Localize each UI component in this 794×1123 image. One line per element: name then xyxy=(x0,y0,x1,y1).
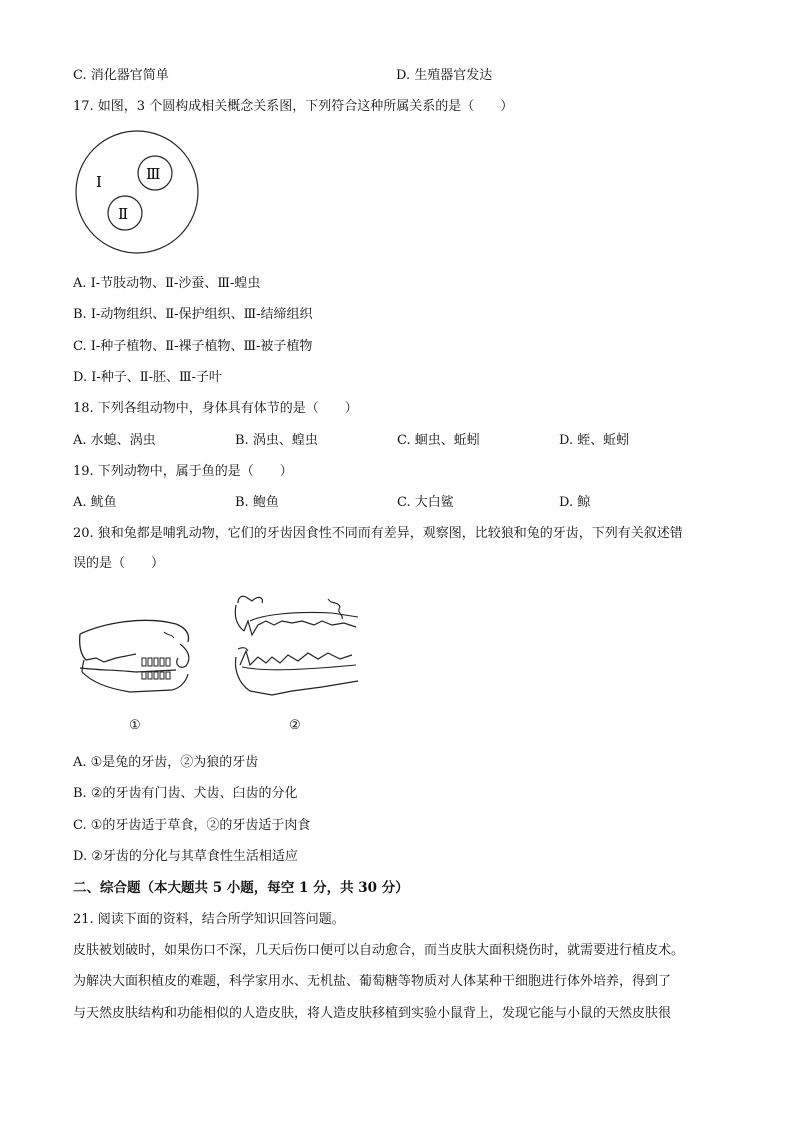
q20-option-d: D. ②牙齿的分化与其草食性生活相适应 xyxy=(73,849,298,864)
q20-option-a: A. ①是兔的牙齿，②为狼的牙齿 xyxy=(73,755,259,770)
q21-stem: 21. 阅读下面的资料，结合所学知识回答问题。 xyxy=(73,912,345,927)
q17-concept-circles-diagram xyxy=(74,129,200,255)
q20-stem-line1: 20. 狼和兔都是哺乳动物，它们的牙齿因食性不同而有差异，观察图，比较狼和兔的牙齿，下列有关叙述错 xyxy=(73,526,683,541)
q18-option-d: D. 蛭、蚯蚓 xyxy=(559,433,630,448)
q20-stem-line2: 误的是（ ） xyxy=(73,556,165,571)
q20-option-c: C. ①的牙齿适于草食，②的牙齿适于肉食 xyxy=(73,818,311,833)
teeth-figure-2 xyxy=(232,591,364,707)
q20-option-b: B. ②的牙齿有门齿、犬齿、臼齿的分化 xyxy=(73,786,298,801)
q17-stem: 17. 如图，3 个圆构成相关概念关系图，下列符合这种所属关系的是（ ） xyxy=(73,99,514,114)
q21-passage-line-3: 与天然皮肤结构和功能相似的人造皮肤，将人造皮肤移植到实验小鼠背上，发现它能与小鼠的天然皮肤很 xyxy=(73,1006,672,1021)
q17-option-a: A. Ⅰ-节肢动物、Ⅱ-沙蚕、Ⅲ-蝗虫 xyxy=(73,276,261,291)
q19-stem: 19. 下列动物中，属于鱼的是（ ） xyxy=(73,464,293,479)
q18-option-a: A. 水螅、涡虫 xyxy=(73,433,156,448)
q19-option-a: A. 鱿鱼 xyxy=(73,495,117,510)
figure-label-2: ② xyxy=(289,718,301,733)
q17-option-d: D. Ⅰ-种子、Ⅱ-胚、Ⅲ-子叶 xyxy=(73,370,222,385)
circle-label-2: Ⅱ xyxy=(118,205,129,223)
q18-option-c: C. 蛔虫、蚯蚓 xyxy=(397,433,480,448)
q18-option-b: B. 涡虫、蝗虫 xyxy=(235,433,318,448)
figure-label-1: ① xyxy=(129,718,141,733)
q17-option-b: B. Ⅰ-动物组织、Ⅱ-保护组织、Ⅲ-结缔组织 xyxy=(73,307,313,322)
q18-stem: 18. 下列各组动物中，身体具有体节的是（ ） xyxy=(73,401,358,416)
q19-option-b: B. 鲍鱼 xyxy=(235,495,279,510)
q16-option-d: D. 生殖器官发达 xyxy=(396,68,493,83)
circle-label-3: Ⅲ xyxy=(146,165,161,183)
q21-passage-line-1: 皮肤被划破时，如果伤口不深，几天后伤口便可以自动愈合，而当皮肤大面积烧伤时，就需要进行植皮术。 xyxy=(73,943,685,958)
circle-label-1: Ⅰ xyxy=(96,173,102,191)
q19-option-d: D. 鲸 xyxy=(559,495,591,510)
skull-figure-1 xyxy=(76,612,206,700)
q16-option-c: C. 消化器官简单 xyxy=(73,68,169,83)
q19-option-c: C. 大白鲨 xyxy=(397,495,454,510)
section-2-title: 二、综合题（本大题共 5 小题，每空 1 分，共 30 分） xyxy=(73,880,409,896)
q21-passage-line-2: 为解决大面积植皮的难题，科学家用水、无机盐、葡萄糖等物质对人体某种干细胞进行体外培养，得到了 xyxy=(73,974,672,989)
outer-circle-1 xyxy=(76,131,198,253)
q17-option-c: C. Ⅰ-种子植物、Ⅱ-裸子植物、Ⅲ-被子植物 xyxy=(73,339,313,354)
